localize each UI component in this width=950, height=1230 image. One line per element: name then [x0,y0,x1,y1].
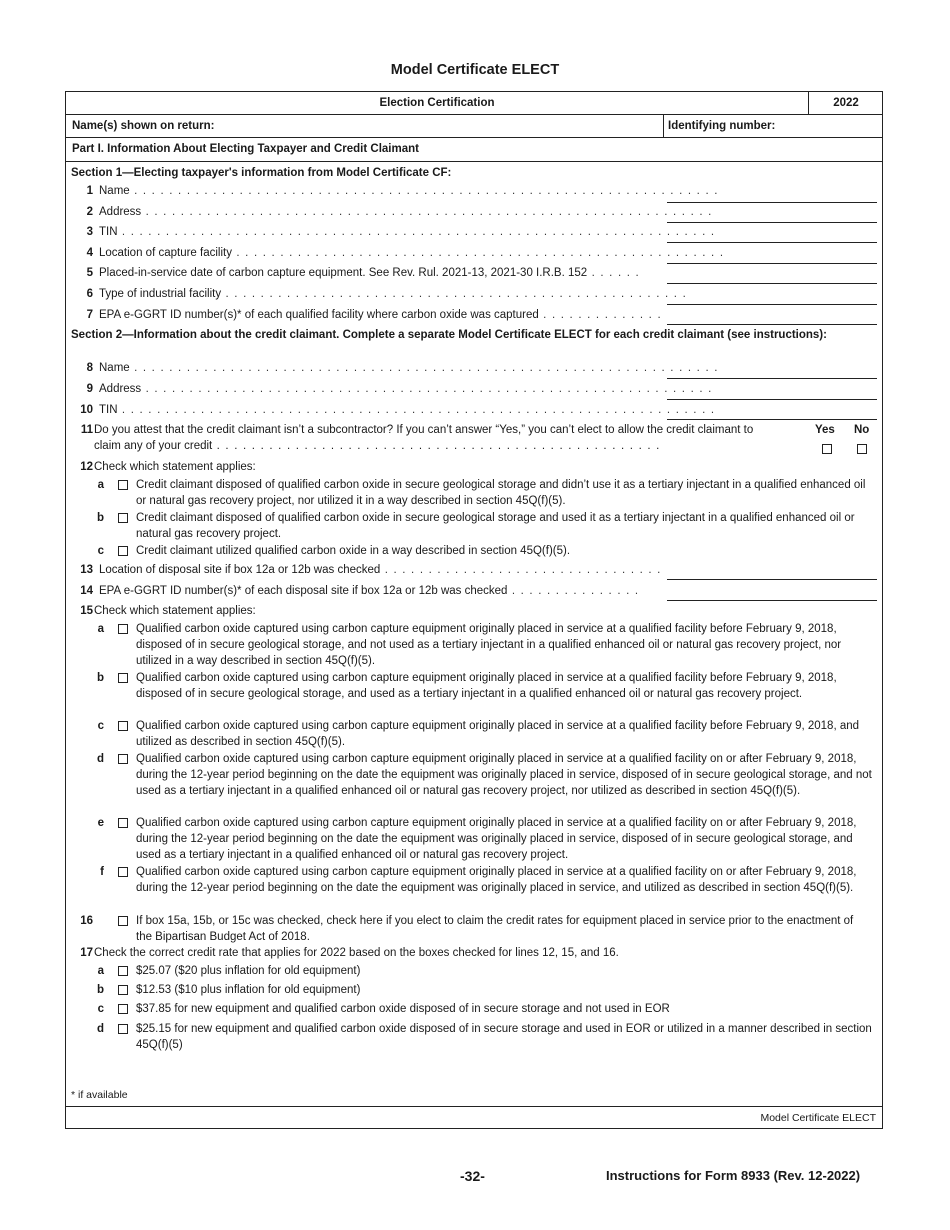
line-17-text: Check the correct credit rate that applies for 2022 based on the boxes checked for lines 12, 15, and 16. [94,947,619,959]
line-15c-text: Qualified carbon oxide captured using carbon capture equipment originally placed in service at a qualified facility before February 9, 2018, and utilized as described in section 45Q(f)(5). [136,720,860,748]
line-15a-letter: a [97,623,104,635]
line-7: 7 EPA e-GGRT ID number(s)* of each qualified facility where carbon oxide was captured . . . . . . . . . . . . . . [86,309,662,321]
line-15c-letter: c [97,720,104,732]
line-15e-checkbox[interactable] [118,818,128,828]
page-number: -32- [460,1168,485,1184]
line-15f-letter: f [100,866,104,878]
line-13: 13 Location of disposal site if box 12a or 12b was checked . . . . . . . . . . . . . . . . . . . . . . . . . . . . . . . . [80,564,662,576]
line-15e-text: Qualified carbon oxide captured using carbon capture equipment originally placed in service at a qualified facility on or after February 9, 2018, during the 12-year period beginning on the date the equipment was originally placed in service, disposed of in secure geological storage, and used as a tertiary injectant in a qualified enhanced oil or natural gas recovery project. [136,817,857,861]
line-12c-checkbox[interactable] [118,546,128,556]
line-7-field[interactable] [667,324,877,325]
line-15b-letter: b [96,672,104,684]
line-16-number: 16 [80,915,93,927]
line-15f-checkbox[interactable] [118,867,128,877]
line-4: 4 Location of capture facility . . . . . . . . . . . . . . . . . . . . . . . . . . . . . . . . . . . . . . . . . . . . . . . . . . . . . . . . [86,247,725,259]
divider [663,114,664,137]
line-13-field[interactable] [667,579,877,580]
line-12-text: Check which statement applies: [94,461,256,473]
line-11-number: 11 [80,424,93,436]
line-11-yes-checkbox[interactable] [822,444,832,454]
divider [66,137,882,138]
line-4-field[interactable] [667,263,877,264]
line-6-field[interactable] [667,304,877,305]
divider [66,1106,882,1107]
line-17c-checkbox[interactable] [118,1004,128,1014]
line-9-field[interactable] [667,399,877,400]
line-15a-checkbox[interactable] [118,624,128,634]
page-title: Model Certificate ELECT [390,62,560,78]
line-8: 8 Name . . . . . . . . . . . . . . . . . . . . . . . . . . . . . . . . . . . . . . . . . . . . . . . . . . . . . . . . . . . . . . . . . . . [86,362,719,374]
line-3: 3 TIN . . . . . . . . . . . . . . . . . . . . . . . . . . . . . . . . . . . . . . . . . . . . . . . . . . . . . . . . . . . . . . . . . . . . [86,226,716,238]
line-2-field[interactable] [667,222,877,223]
line-10-field[interactable] [667,419,877,420]
line-10: 10 TIN . . . . . . . . . . . . . . . . . . . . . . . . . . . . . . . . . . . . . . . . . . . . . . . . . . . . . . . . . . . . . . . . . . . . [80,404,716,416]
line-15d-checkbox[interactable] [118,754,128,764]
section2-heading: Section 2—Information about the credit claimant. Complete a separate Model Certificate ELECT for each credit claimant (see instructions): [71,329,827,341]
line-6: 6 Type of industrial facility . . . . . . . . . . . . . . . . . . . . . . . . . . . . . . . . . . . . . . . . . . . . . . . . . . . . . [86,288,687,300]
line-15d-text: Qualified carbon oxide captured using carbon capture equipment originally placed in service at a qualified facility on or after February 9, 2018, during the 12-year period beginning on the date the equipment was originally placed in service, disposed of in secure geological storage, and not used as a tertiary injectant in a qualified enhanced oil or natural gas recovery project, nor utilized as described in section 45Q(f)(5). [136,753,872,797]
line-15d-letter: d [96,753,104,765]
section1-heading: Section 1—Electing taxpayer's information from Model Certificate CF: [71,167,452,179]
line-5-field[interactable] [667,283,877,284]
line-17b-text: $12.53 ($10 plus inflation for old equipment) [136,984,361,996]
names-label: Name(s) shown on return: [72,120,215,132]
line-12-number: 12 [80,461,93,473]
line-11-text: Do you attest that the credit claimant isn’t a subcontractor? If you can’t answer “Yes,” you can’t elect to allow the credit claimant to [94,424,754,436]
line-14: 14 EPA e-GGRT ID number(s)* of each disposal site if box 12a or 12b was checked . . . . . . . . . . . . . . . [80,585,640,597]
line-17-number: 17 [80,947,93,959]
line-17c-letter: c [97,1003,104,1015]
identifying-number-label: Identifying number: [668,120,776,132]
divider [66,161,882,162]
document-title: Instructions for Form 8933 (Rev. 12-2022) [606,1168,861,1183]
line-1: 1 Name . . . . . . . . . . . . . . . . . . . . . . . . . . . . . . . . . . . . . . . . . . . . . . . . . . . . . . . . . . . . . . . . . . . [86,185,719,197]
line-15e-letter: e [97,817,104,829]
line-17d-letter: d [96,1023,104,1035]
line-9: 9 Address . . . . . . . . . . . . . . . . . . . . . . . . . . . . . . . . . . . . . . . . . . . . . . . . . . . . . . . . . . . . . . . . . [86,383,713,395]
line-5: 5 Placed-in-service date of carbon capture equipment. See Rev. Rul. 2021-13, 2021-30 I.R.B. 152 . . . . . . [86,267,640,279]
line-3-field[interactable] [667,242,877,243]
part1-heading: Part I. Information About Electing Taxpayer and Credit Claimant [72,143,419,155]
line-15-text: Check which statement applies: [94,605,256,617]
line-12b-checkbox[interactable] [118,513,128,523]
line-1-field[interactable] [667,202,877,203]
line-17b-letter: b [96,984,104,996]
tax-year: 2022 [833,97,859,109]
line-15b-checkbox[interactable] [118,673,128,683]
line-12a-checkbox[interactable] [118,480,128,490]
form-footer-label: Model Certificate ELECT [760,1112,876,1124]
line-12a-text: Credit claimant disposed of qualified carbon oxide in secure geological storage and didn’t use it as a tertiary injectant in a qualified enhanced oil or natural gas recovery project, nor utilized it in a way described in section 45Q(f)(5). [136,479,866,507]
form-box [65,91,883,1129]
line-17c-text: $37.85 for new equipment and qualified carbon oxide disposed of in secure storage and not used in EOR [136,1003,670,1015]
election-certification-heading: Election Certification [379,97,495,109]
line-17a-letter: a [97,965,104,977]
line-14-field[interactable] [667,600,877,601]
line-15b-text: Qualified carbon oxide captured using carbon capture equipment originally placed in service at a qualified facility before February 9, 2018, disposed of in secure geological storage, and used as a tertiary injectant in a qualified enhanced oil or natural gas recovery project. [136,672,837,700]
line-17d-text: $25.15 for new equipment and qualified carbon oxide disposed of in secure storage and used in EOR or utilized in a manner described in section 45Q(f)(5) [136,1023,872,1051]
line-16-checkbox[interactable] [118,916,128,926]
footnote: * if available [71,1089,128,1101]
line-11-no-checkbox[interactable] [857,444,867,454]
divider [66,114,882,115]
line-17a-checkbox[interactable] [118,966,128,976]
line-11-text-2: claim any of your credit . . . . . . . . . . . . . . . . . . . . . . . . . . . . . . . . . . . . . . . . . . . . . . . . . . . [94,440,661,452]
line-12a-letter: a [97,479,104,491]
line-12c-letter: c [97,545,104,557]
line-17a-text: $25.07 ($20 plus inflation for old equipment) [136,965,361,977]
line-12b-text: Credit claimant disposed of qualified carbon oxide in secure geological storage and used it as a tertiary injectant in a qualified enhanced oil or natural gas recovery project. [136,512,855,540]
no-label: No [854,424,870,436]
line-8-field[interactable] [667,378,877,379]
line-17d-checkbox[interactable] [118,1024,128,1034]
line-15c-checkbox[interactable] [118,721,128,731]
line-12b-letter: b [96,512,104,524]
line-15f-text: Qualified carbon oxide captured using carbon capture equipment originally placed in service at a qualified facility on or after February 9, 2018, during the 12-year period beginning on the date the equipment was originally placed in service, and utilized as described in section 45Q(f)(5). [136,866,857,894]
yes-label: Yes [815,424,835,436]
line-12c-text: Credit claimant utilized qualified carbon oxide in a way described in section 45Q(f)(5). [136,545,571,557]
line-2: 2 Address . . . . . . . . . . . . . . . . . . . . . . . . . . . . . . . . . . . . . . . . . . . . . . . . . . . . . . . . . . . . . . . . . [86,206,713,218]
line-15a-text: Qualified carbon oxide captured using carbon capture equipment originally placed in service at a qualified facility before February 9, 2018, disposed of in secure geological storage, and not used as a tertiary injectant in a qualified enhanced oil or natural gas recovery project, nor utilized in a way described in section 45Q(f)(5). [136,623,842,667]
line-17b-checkbox[interactable] [118,985,128,995]
line-16-text: If box 15a, 15b, or 15c was checked, check here if you elect to claim the credit rates for equipment placed in service prior to the enactment of the Bipartisan Budget Act of 2018. [136,915,854,943]
line-15-number: 15 [80,605,93,617]
